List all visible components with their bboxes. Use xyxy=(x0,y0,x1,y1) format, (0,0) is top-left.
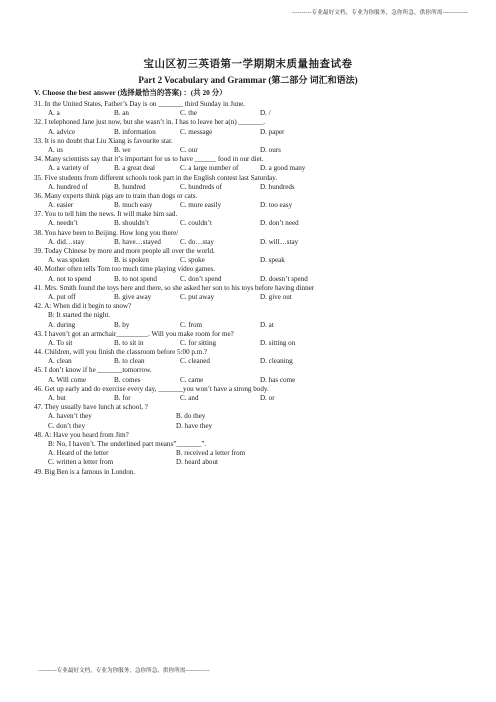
question-item xyxy=(34,348,474,366)
option-b: B. received a letter from xyxy=(176,449,246,458)
option-d: D. at xyxy=(260,320,274,329)
section-instruction: V. Choose the best answer (选择最恰当的答案) ：(共 20 分） xyxy=(34,88,227,97)
option-a: A. was spoken xyxy=(48,256,90,265)
option-row xyxy=(34,449,474,458)
footer-banner: ----------专业最好文档，专业为你服务，急你所急，供你所需------------- xyxy=(38,668,210,674)
option-row xyxy=(34,183,474,192)
option-c: C. the xyxy=(180,109,197,118)
option-b: B. to sit in xyxy=(114,338,144,347)
option-d: D. heard about xyxy=(176,458,218,467)
exam-title: 宝山区初三英语第一学期期末质量抽查试卷 xyxy=(143,59,353,70)
option-a: A. needn’t xyxy=(48,219,78,228)
question-item xyxy=(34,330,474,348)
option-row xyxy=(34,275,474,284)
option-d: D. ours xyxy=(260,145,281,154)
question-48 xyxy=(34,431,474,468)
option-a: A. clean xyxy=(48,357,72,366)
question-item xyxy=(34,247,474,265)
option-c: C. for sitting xyxy=(180,338,217,347)
question-stem: 35. Five students from different schools took part in the English contest last Saturday. xyxy=(34,173,278,182)
option-a: A. put off xyxy=(48,292,76,301)
question-stem: 42. A: When did it begin to snow? xyxy=(34,302,132,311)
option-a: A. not to spend xyxy=(48,274,92,283)
option-d: D. or xyxy=(260,394,275,402)
option-b: B. we xyxy=(114,145,131,154)
option-row xyxy=(34,109,474,118)
option-d: D. give out xyxy=(260,292,292,301)
option-c: C. message xyxy=(180,127,213,136)
option-b: B. do they xyxy=(176,412,206,421)
question-stem: 45. I don’t know if he _______tomorrow. xyxy=(34,366,152,375)
option-c: C. more easily xyxy=(180,201,222,210)
option-c: C. cleaned xyxy=(180,357,210,366)
option-b: B. a great deal xyxy=(114,164,155,173)
option-row xyxy=(34,293,474,302)
question-stem: 44. Children, will you finish the classroom before 5:00 p.m.? xyxy=(34,348,208,357)
option-c: C. written a letter from xyxy=(48,458,114,467)
option-d: D. has come xyxy=(260,375,296,384)
question-stem: 33. It is no doubt that Liu Xiang is favourite star. xyxy=(34,136,173,145)
option-d: D. don’t need xyxy=(260,219,299,228)
option-c: C. from xyxy=(180,320,203,329)
option-a: A. did…stay xyxy=(48,237,85,246)
option-b: B. is spoken xyxy=(114,256,149,265)
question-stem: 47. They usually have lunch at school, ? xyxy=(34,403,148,412)
option-b: B. much easy xyxy=(114,201,153,210)
question-item xyxy=(34,229,474,247)
question-stem: 49. Big Ben is a famous in London. xyxy=(34,467,136,476)
option-row xyxy=(34,394,474,403)
option-c: C. our xyxy=(180,145,198,154)
option-d: D. cleaning xyxy=(260,357,293,366)
option-b: B. an xyxy=(114,109,129,118)
option-a: A. a xyxy=(48,109,60,118)
option-c: C. came xyxy=(180,375,204,384)
option-a: A. a variety of xyxy=(48,164,89,173)
option-b: B. comes xyxy=(114,375,141,384)
option-b: B. have…stayed xyxy=(114,237,161,246)
option-d: D. sitting on xyxy=(260,338,296,347)
option-a: A. haven’t they xyxy=(48,412,92,421)
option-row xyxy=(34,376,474,385)
option-row xyxy=(34,256,474,265)
option-row xyxy=(34,339,474,348)
question-item xyxy=(34,302,474,330)
option-b: B. information xyxy=(114,127,156,136)
option-d: D. doesn’t spend xyxy=(260,274,308,283)
option-a: A. Heard of the letter xyxy=(48,449,109,458)
option-d: D. / xyxy=(260,109,271,118)
option-b: B. hundred xyxy=(114,182,146,191)
option-d: D. will…stay xyxy=(260,237,299,246)
question-stem: 39. Today Chinese by more and more people all over the world. xyxy=(34,247,215,255)
option-c: C. and xyxy=(180,394,199,402)
option-row xyxy=(34,201,474,210)
question-item xyxy=(34,192,474,210)
option-row xyxy=(34,128,474,137)
option-a: A. advice xyxy=(48,127,76,136)
question-stem: 36. Many experts think pigs are to train than dogs or cats. xyxy=(34,191,198,200)
option-a: A. during xyxy=(48,320,76,329)
option-c: C. don’t they xyxy=(48,421,86,430)
question-stem: 34. Many scientists say that it’s important for us to have ______ food in our diet. xyxy=(34,155,264,164)
option-row xyxy=(34,219,474,228)
option-a: A. To sit xyxy=(48,338,73,347)
option-b: B. to not spend xyxy=(114,274,157,283)
option-d: D. too easy xyxy=(260,201,293,210)
option-a: A. easier xyxy=(48,201,74,210)
option-row xyxy=(34,238,474,247)
option-b: B. to clean xyxy=(114,357,145,366)
question-stem: 46. Get up early and do exercise every day, _______you won’t have a strong body. xyxy=(34,384,269,393)
option-a: A. us xyxy=(48,145,63,154)
option-row xyxy=(34,422,474,431)
question-stem: 40. Mother often tells Tom too much time playing video games. xyxy=(34,265,216,274)
option-a: A. but xyxy=(48,394,66,402)
option-row xyxy=(34,164,474,173)
question-dialogue-line: B: No, I haven’t. The underlined part means”_______”. xyxy=(48,439,207,448)
question-item xyxy=(34,174,474,192)
question-49 xyxy=(34,468,474,477)
option-b: B. give away xyxy=(114,292,152,301)
question-item xyxy=(34,137,474,155)
option-d: D. hundreds xyxy=(260,182,295,191)
question-item xyxy=(34,100,474,118)
option-d: D. a good many xyxy=(260,164,306,173)
question-list xyxy=(34,100,474,477)
option-d: D. have they xyxy=(176,421,213,430)
option-a: A. hundred of xyxy=(48,182,88,191)
option-c: C. don’t spend xyxy=(180,274,222,283)
question-item xyxy=(34,118,474,136)
option-c: C. put away xyxy=(180,292,215,301)
option-c: C. do…stay xyxy=(180,237,214,246)
part-subtitle: Part 2 Vocabulary and Grammar (第二部分 词汇和语法) xyxy=(138,75,358,85)
question-stem: 41. Mrs. Smith found the toys here and there, so she asked her son to his toys before having dinner xyxy=(34,283,315,292)
question-stem: 31. In the United States, Father’s Day is on _______ third Sunday in June. xyxy=(34,100,246,108)
option-c: C. couldn’t xyxy=(180,219,212,228)
question-stem: 32. I telephoned Jane just now, but she wasn’t in. I has to leave her a(n) _______. xyxy=(34,118,266,127)
question-stem: 37. You to tell him the news. It will make him sad. xyxy=(34,210,178,219)
question-stem: 43. I haven’t got an armchair_________. Will you make room for me? xyxy=(34,329,234,338)
option-b: B. shouldn’t xyxy=(114,219,149,228)
option-c: C. a large number of xyxy=(180,164,239,173)
option-b: B. by xyxy=(114,320,130,329)
option-row xyxy=(34,412,474,421)
option-c: C. spoke xyxy=(180,256,205,265)
question-47 xyxy=(34,403,474,431)
question-item xyxy=(34,155,474,173)
header-banner: ----------专业最好文档，专业为你服务，急你所急，供你所需------------- xyxy=(291,10,468,16)
option-a: A. Will come xyxy=(48,375,87,384)
question-stem: 38. You have been to Beijing. How long you there/ xyxy=(34,228,179,237)
question-item xyxy=(34,366,474,384)
question-item xyxy=(34,265,474,283)
question-stem: 48. A: Have you heard from Jim? xyxy=(34,430,129,439)
option-d: D. paper xyxy=(260,127,285,136)
question-dialogue-line: B: It started the night. xyxy=(48,311,111,320)
option-row xyxy=(34,357,474,366)
option-c: C. hundreds of xyxy=(180,182,222,191)
option-row xyxy=(34,321,474,330)
question-item xyxy=(34,284,474,302)
option-d: D. speak xyxy=(260,256,285,265)
option-row xyxy=(34,458,474,467)
question-item xyxy=(34,385,474,403)
option-row xyxy=(34,146,474,155)
option-b: B. for xyxy=(114,394,131,402)
question-item xyxy=(34,210,474,228)
